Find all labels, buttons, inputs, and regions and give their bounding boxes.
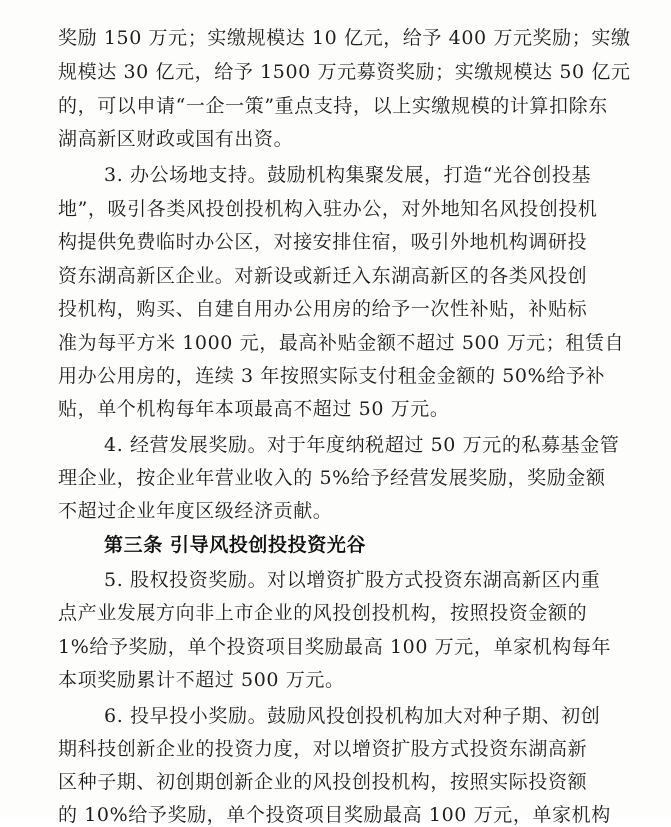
text-line: 构提供免费临时办公区，对接安排住宿，吸引外地机构调研投: [58, 231, 588, 253]
text-line: 湖高新区财政或国有出资。: [58, 128, 294, 150]
text-line: 的 10%给予奖励，单个投资项目奖励最高 100 万元，单家机构: [58, 804, 611, 826]
text-line: 规模达 30 亿元，给予 1500 万元募资奖励；实缴规模达 50 亿元: [58, 61, 631, 83]
text-line: 本项奖励累计不超过 500 万元。: [58, 669, 345, 691]
text-line: 用办公用房的，连续 3 年按照实际支付租金金额的 50%给予补: [58, 365, 606, 387]
text-line: 理企业，按企业年营业收入的 5%给予经营发展奖励，奖励金额: [58, 467, 606, 489]
text-line: 资东湖高新区企业。对新设或新迁入东湖高新区的各类风投创: [58, 265, 588, 287]
text-line: 贴，单个机构每年本项最高不超过 50 万元。: [58, 398, 450, 420]
text-line: 期科技创新企业的投资力度，对以增资扩股方式投资东湖高新: [58, 738, 588, 760]
text-line: 不超过企业年度区级经济贡献。: [58, 500, 333, 522]
text-line: 准为每平方米 1000 元，最高补贴金额不超过 500 万元；租赁自: [58, 332, 625, 354]
text-line: 投机构，购买、自建自用办公用房的给予一次性补贴，补贴标: [58, 298, 588, 320]
paragraph-4-first-line: 4. 经营发展奖励。对于年度纳税超过 50 万元的私募基金管: [104, 434, 620, 456]
section-heading: 第三条 引导风投创投投资光谷: [104, 534, 367, 556]
text-line: 区种子期、初创期创新企业的风投创投机构，按照实际投资额: [58, 771, 588, 793]
paragraph-3-first-line: 3. 办公场地支持。鼓励机构集聚发展，打造“光谷创投基: [104, 164, 592, 186]
text-line: 地”，吸引各类风投创投机构入驻办公，对外地知名风投创投机: [58, 198, 598, 220]
text-line: 1%给予奖励，单个投资项目奖励最高 100 万元，单家机构每年: [58, 636, 612, 658]
paragraph-6-first-line: 6. 投早投小奖励。鼓励风投创投机构加大对种子期、初创: [104, 705, 601, 727]
paragraph-5-first-line: 5. 股权投资奖励。对以增资扩股方式投资东湖高新区内重: [104, 569, 601, 591]
text-line: 的，可以申请“一企一策”重点支持，以上实缴规模的计算扣除东: [58, 95, 608, 117]
text-line: 奖励 150 万元；实缴规模达 10 亿元，给予 400 万元奖励；实缴: [58, 27, 631, 49]
text-line: 点产业发展方向非上市企业的风投创投机构，按照投资金额的: [58, 602, 588, 624]
